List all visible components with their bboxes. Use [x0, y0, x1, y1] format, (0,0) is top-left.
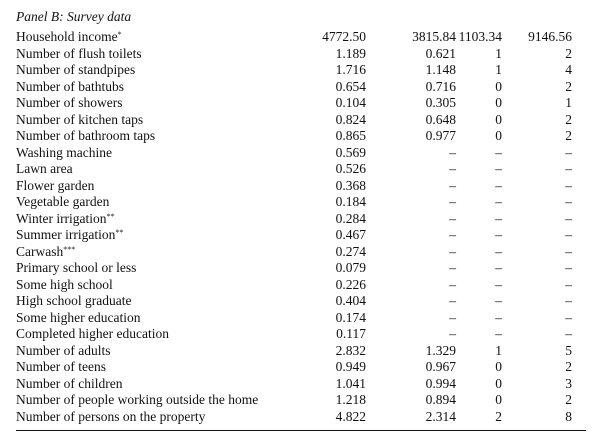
- cell-c4: 5: [565, 342, 572, 358]
- table-row: [16, 29, 572, 46]
- cell-c4: 3: [565, 375, 572, 391]
- cell-c3: –: [495, 210, 502, 226]
- cell-c1: 0.104: [335, 95, 366, 110]
- cell-c4: –: [565, 260, 572, 275]
- table-row: [16, 128, 572, 145]
- row-label: [16, 178, 304, 195]
- cell-c2: –: [449, 276, 456, 292]
- row-label-text: Carwash: [16, 243, 64, 259]
- cell-c1: 0.404: [335, 293, 366, 308]
- row-label: [16, 359, 304, 376]
- cell-c4: 2: [565, 128, 572, 143]
- cell-c4: –: [565, 227, 572, 242]
- table-row: [16, 46, 572, 63]
- cell-c3: 0: [495, 95, 502, 110]
- cell-c4: 9146.56: [528, 29, 572, 44]
- cell-c3: –: [495, 177, 502, 193]
- cell-c1: 1.218: [335, 392, 366, 407]
- cell-c2: –: [449, 243, 456, 259]
- cell-c4: 2: [565, 78, 572, 94]
- cell-c4: 2: [565, 111, 572, 127]
- cell-c3: 0: [495, 359, 502, 374]
- table-row: [16, 244, 572, 261]
- table-row: [16, 62, 572, 79]
- cell-c3: 1: [495, 45, 502, 61]
- footnote-mark: **: [106, 211, 115, 221]
- cell-c3: –: [495, 194, 502, 209]
- row-label-text: Number of teens: [16, 359, 106, 374]
- row-label-text: Number of bathtubs: [16, 78, 124, 94]
- table-row: [16, 409, 572, 426]
- cell-c1: 0.824: [335, 111, 366, 127]
- row-label: [16, 310, 304, 327]
- row-label: [16, 260, 304, 277]
- cell-c1: 4.822: [335, 408, 366, 424]
- cell-c2: –: [449, 260, 456, 275]
- bottom-rule: [16, 430, 586, 431]
- row-label-text: Number of showers: [16, 95, 123, 110]
- cell-c3: 1: [495, 342, 502, 358]
- cell-c2: 0.994: [425, 375, 456, 391]
- row-label-text: Number of bathroom taps: [16, 128, 156, 143]
- cell-c3: –: [495, 243, 502, 259]
- cell-c4: 1: [565, 95, 572, 110]
- row-label-text: Completed higher education: [16, 326, 169, 341]
- cell-c4: –: [565, 243, 572, 259]
- row-label-text: Winter irrigation: [16, 210, 107, 226]
- row-label: [16, 95, 304, 112]
- row-label-text: Primary school or less: [16, 260, 137, 275]
- row-label: [16, 376, 304, 393]
- table-row: [16, 359, 572, 376]
- table-row: [16, 227, 572, 244]
- cell-c2: –: [449, 326, 456, 341]
- row-label-text: Number of adults: [16, 342, 111, 358]
- row-label-text: Number of persons on the property: [16, 408, 206, 424]
- cell-c2: 1.148: [425, 62, 456, 77]
- table-row: [16, 194, 572, 211]
- cell-c4: –: [565, 144, 572, 160]
- cell-c2: 0.967: [425, 359, 456, 374]
- table-body: [16, 29, 572, 425]
- table-row: [16, 145, 572, 162]
- cell-c2: 0.894: [425, 392, 456, 407]
- row-label-text: Some high school: [16, 276, 113, 292]
- row-label: [16, 79, 304, 96]
- row-label: [16, 211, 304, 228]
- cell-c3: –: [495, 260, 502, 275]
- cell-c2: –: [449, 293, 456, 308]
- row-label-text: Flower garden: [16, 177, 95, 193]
- row-label: [16, 128, 304, 145]
- cell-c2: –: [449, 227, 456, 242]
- row-label-text: Number of children: [16, 375, 123, 391]
- cell-c1: 0.079: [335, 260, 366, 275]
- row-label-text: Summer irrigation: [16, 227, 116, 242]
- cell-c3: –: [495, 161, 502, 176]
- cell-c1: 0.117: [336, 326, 366, 341]
- row-label: [16, 227, 304, 244]
- cell-c2: 0.716: [425, 78, 456, 94]
- row-label-text: Number of standpipes: [16, 62, 136, 77]
- cell-c3: –: [495, 276, 502, 292]
- clipped-previous-line: [0, 0, 600, 5]
- table-row: [16, 277, 572, 294]
- cell-c4: –: [565, 161, 572, 176]
- cell-c3: 0: [495, 78, 502, 94]
- cell-c4: –: [565, 177, 572, 193]
- cell-c3: 2: [495, 408, 502, 424]
- footnote-mark: **: [115, 228, 124, 237]
- cell-c1: 1.189: [335, 45, 366, 61]
- row-label: [16, 46, 304, 63]
- cell-c3: 0: [495, 392, 502, 407]
- cell-c3: –: [495, 326, 502, 341]
- cell-c4: –: [565, 194, 572, 209]
- cell-c2: –: [449, 309, 456, 325]
- cell-c1: 0.184: [335, 194, 366, 209]
- row-label: [16, 392, 304, 409]
- cell-c4: 4: [565, 62, 572, 77]
- row-label: [16, 244, 304, 261]
- cell-c2: 0.305: [425, 95, 456, 110]
- table-row: [16, 392, 572, 409]
- cell-c4: –: [565, 326, 572, 341]
- cell-c3: –: [495, 227, 502, 242]
- cell-c4: 2: [565, 392, 572, 407]
- table-row: [16, 112, 572, 129]
- cell-c2: –: [449, 210, 456, 226]
- table-row: [16, 178, 572, 195]
- row-label: [16, 326, 304, 343]
- row-label: [16, 112, 304, 129]
- row-label-text: Vegetable garden: [16, 194, 110, 209]
- row-label: [16, 293, 304, 310]
- survey-data-table: [16, 29, 572, 425]
- cell-c1: 2.832: [335, 342, 366, 358]
- footnote-mark: ***: [63, 244, 76, 254]
- panel-title: Panel B: Survey data: [16, 9, 132, 24]
- cell-c3: –: [495, 309, 502, 325]
- table-row: [16, 343, 572, 360]
- cell-c1: 0.284: [335, 210, 366, 226]
- row-label: [16, 145, 304, 162]
- cell-c3: 1: [495, 62, 502, 77]
- row-label-text: High school graduate: [16, 293, 132, 308]
- footnote-mark: *: [117, 30, 122, 39]
- cell-c4: –: [565, 309, 572, 325]
- cell-c4: 8: [565, 408, 572, 424]
- table-row: [16, 376, 572, 393]
- table-row: [16, 79, 572, 96]
- cell-c1: 0.368: [335, 177, 366, 193]
- cell-c3: 0: [495, 375, 502, 391]
- cell-c2: –: [449, 144, 456, 160]
- cell-c3: 0: [495, 128, 502, 143]
- cell-c4: –: [565, 293, 572, 308]
- row-label-text: Lawn area: [16, 161, 73, 176]
- table-row: [16, 260, 572, 277]
- row-label: [16, 161, 304, 178]
- row-label-text: Number of people working outside the home: [16, 392, 259, 407]
- cell-c3: –: [495, 293, 502, 308]
- cell-c4: 2: [565, 359, 572, 374]
- cell-c2: 0.648: [425, 111, 456, 127]
- row-label: [16, 343, 304, 360]
- cell-c1: 0.526: [335, 161, 366, 176]
- row-label-text: Number of kitchen taps: [16, 111, 144, 127]
- table-row: [16, 326, 572, 343]
- table-row: [16, 95, 572, 112]
- cell-c4: –: [565, 210, 572, 226]
- cell-c1: 0.174: [335, 309, 366, 325]
- table-row: [16, 161, 572, 178]
- cell-c4: 2: [565, 45, 572, 61]
- cell-c1: 0.226: [335, 276, 366, 292]
- row-label-text: Some higher education: [16, 309, 141, 325]
- cell-c1: 0.949: [335, 359, 366, 374]
- row-label-text: Household income: [16, 29, 118, 44]
- cell-c3: 1103.34: [458, 29, 502, 44]
- cell-c2: 1.329: [425, 342, 456, 358]
- cell-c2: –: [449, 177, 456, 193]
- table-row: [16, 293, 572, 310]
- row-label: [16, 29, 304, 46]
- cell-c1: 0.865: [335, 128, 366, 143]
- cell-c1: 0.654: [335, 78, 366, 94]
- cell-c2: –: [449, 161, 456, 176]
- cell-c1: 1.716: [335, 62, 366, 77]
- row-label: [16, 409, 304, 426]
- cell-c1: 0.274: [335, 243, 366, 259]
- cell-c1: 1.041: [335, 375, 366, 391]
- cell-c3: –: [495, 144, 502, 160]
- cell-c2: –: [449, 194, 456, 209]
- row-label: [16, 62, 304, 79]
- row-label: [16, 277, 304, 294]
- cell-c2: 3815.84: [412, 29, 456, 44]
- cell-c2: 0.977: [425, 128, 456, 143]
- cell-c3: 0: [495, 111, 502, 127]
- cell-c2: 0.621: [425, 45, 456, 61]
- row-label-text: Washing machine: [16, 144, 113, 160]
- cell-c1: 0.569: [335, 144, 366, 160]
- table-row: [16, 211, 572, 228]
- table-row: [16, 310, 572, 327]
- row-label: [16, 194, 304, 211]
- row-label-text: Number of flush toilets: [16, 45, 142, 61]
- cell-c1: 4772.50: [322, 29, 366, 44]
- cell-c1: 0.467: [335, 227, 366, 242]
- cell-c2: 2.314: [425, 408, 456, 424]
- cell-c4: –: [565, 276, 572, 292]
